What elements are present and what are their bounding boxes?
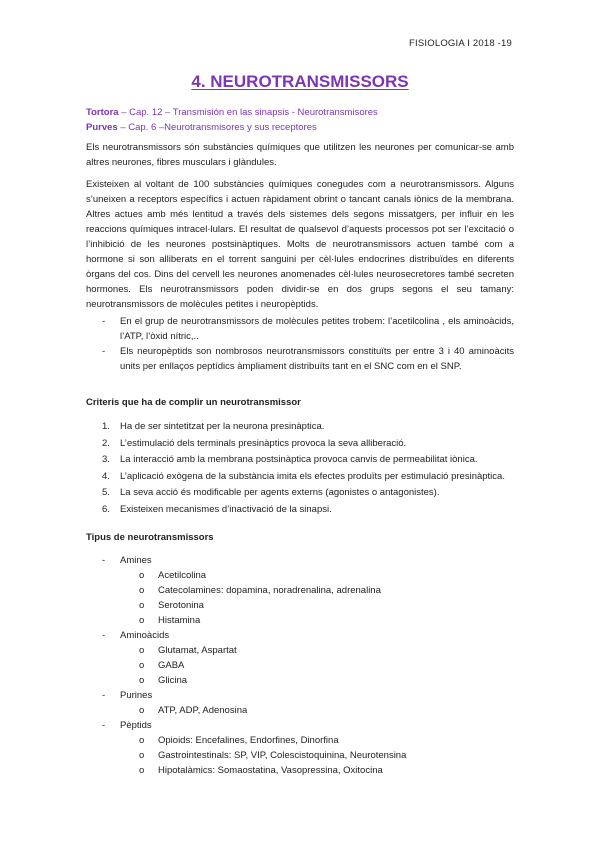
item-number: 1. [102, 421, 110, 432]
sub-item [86, 583, 514, 598]
sub-item [86, 703, 514, 718]
reference-text: – Cap. 12 – Transmisión en las sinapsis - Neurotransmisores [118, 107, 378, 118]
list-item [86, 452, 514, 467]
sub-item-text: ATP, ADP, Adenosina [158, 705, 248, 716]
sub-item-text: Glutamat, Aspartat [158, 645, 237, 656]
dash-marker: - [102, 555, 106, 566]
sub-item-text: GABA [158, 660, 185, 671]
list-item-text: L’aplicació exògena de la substància imita els efectes produïts per estimulació presinàptica. [120, 470, 505, 482]
dash-marker: - [102, 630, 106, 641]
circle-bullet-icon: o [139, 705, 145, 716]
list-item-text: En el grup de neurotransmissors de molècules petites trobem: l’acetilcolina , els aminoàcids, l’ATP, l’òxid nítric,.. [120, 316, 514, 342]
sub-item-text: Gastrointestinals: SP, VIP, Colescistoquinina, Neurotensina [158, 750, 407, 761]
types-heading: Tipus de neurotransmissors [86, 532, 214, 543]
type-label [86, 628, 514, 643]
dash-marker: - [102, 346, 106, 357]
reference-purves [86, 120, 378, 135]
type-label [86, 553, 514, 568]
list-item [86, 419, 514, 434]
types-list [86, 553, 514, 778]
circle-bullet-icon: o [139, 765, 145, 776]
type-label [86, 688, 514, 703]
list-item-text: La interacció amb la membrana postsinàptica provoca canvis de permeabilitat iònica. [120, 454, 478, 465]
sub-item [86, 748, 514, 763]
sub-item [86, 673, 514, 688]
circle-bullet-icon: o [139, 675, 145, 686]
list-item [86, 502, 514, 517]
sub-item [86, 763, 514, 778]
sub-item [86, 598, 514, 613]
type-label-text: Aminoàcids [120, 630, 170, 641]
sub-item-text: Hipotalàmics: Somaostatina, Vasopressina, Oxitocina [158, 765, 383, 776]
page-title: 4. NEUROTRANSMISSORS [191, 72, 409, 91]
circle-bullet-icon: o [139, 645, 145, 656]
list-item-text: La seva acció és modificable per agents externs (agonistes o antagonistes). [120, 487, 440, 498]
type-group-aminoacids [86, 628, 514, 688]
circle-bullet-icon: o [139, 615, 145, 626]
reference-tortora [86, 105, 378, 120]
list-item-text: Ha de ser sintetitzat per la neurona presinàptica. [120, 421, 325, 432]
circle-bullet-icon: o [139, 735, 145, 746]
sub-item-text: Glicina [158, 675, 188, 686]
type-group-peptides [86, 718, 514, 778]
circle-bullet-icon: o [139, 750, 145, 761]
dash-marker: - [102, 720, 106, 731]
item-number: 5. [102, 487, 110, 498]
sub-item-text: Serotonina [158, 600, 204, 611]
item-number: 4. [102, 470, 110, 482]
list-item-text: L’estimulació dels terminals presinàptics provoca la seva alliberació. [120, 437, 407, 449]
sub-item [86, 643, 514, 658]
course-header: FISIOLOGIA I 2018 -19 [409, 38, 512, 49]
sub-item-text: Histamina [158, 615, 201, 626]
type-group-amines [86, 553, 514, 628]
type-label-text: Pèptids [120, 720, 152, 731]
sub-item-text: Catecolamines: dopamina, noradrenalina, adrenalina [158, 585, 381, 596]
sub-item-text: Acetilcolina [158, 570, 207, 581]
list-item [86, 485, 514, 500]
list-item [86, 436, 514, 451]
description-paragraph: Existeixen al voltant de 100 substàncies químiques conegudes com a neurotransmissors. Alguns s’uneixen a receptors específics i actuen ràpidament obrint o tancant canals iònics de la membrana. Altres actues amb més lentitud a través dels sistemes dels segons missatgers, per influir en les reaccions químiques intracel·lulars. El resultat de qualsevol d’aquests processos pot ser l’excitació o l’inhibició de les neurones postsinàptiques. Molts de neurotransmissors actuen també com a hormone si son alliberats en el torrent sanguini per cèl·lules endocrines distribuïdes en diferents òrgans del cos. Dins del cervell les neurones anomenades cèl·lules neurosecretores també secreten hormones. Els neurotransmissors poden dividir-se en dos grups segons el seu tamany: neurotransmissors de molècules petites i neuropèptids. [86, 179, 514, 310]
circle-bullet-icon: o [139, 570, 145, 581]
type-label-text: Purines [120, 690, 153, 701]
sub-item [86, 613, 514, 628]
criteria-list [86, 419, 514, 518]
sub-item [86, 733, 514, 748]
list-item [86, 469, 514, 484]
size-groups-list [86, 314, 514, 374]
sub-item [86, 658, 514, 673]
item-number: 2. [102, 437, 110, 449]
type-group-purines [86, 688, 514, 718]
dash-marker: - [102, 690, 106, 701]
sub-item [86, 568, 514, 583]
list-item [86, 344, 514, 374]
item-number: 6. [102, 503, 110, 515]
circle-bullet-icon: o [139, 600, 145, 611]
circle-bullet-icon: o [139, 660, 145, 671]
dash-marker: - [102, 316, 106, 327]
list-item [86, 314, 514, 344]
criteria-heading: Criteris que ha de complir un neurotransmissor [86, 397, 301, 408]
intro-paragraph: Els neurotransmissors són substàncies químiques que utilitzen les neurones per comunicar-se amb altres neurones, fibres musculars i glàndules. [86, 142, 514, 168]
reference-text: – Cap. 6 –Neurotransmisores y sus receptores [117, 122, 317, 133]
references [86, 105, 378, 135]
list-item-text: Els neuropèptids son nombrosos neurotransmissors constituïts per entre 3 i 40 aminoàcits units per enllaços peptídics àmpliament distribuïts tant en el SNC com en el SNP. [120, 346, 514, 372]
type-label [86, 718, 514, 733]
list-item-text: Existeixen mecanismes d’inactivació de la sinapsi. [120, 503, 332, 515]
reference-author: Tortora [86, 107, 119, 118]
type-label-text: Amines [120, 555, 152, 566]
item-number: 3. [102, 454, 110, 465]
reference-author: Purves [86, 122, 118, 133]
circle-bullet-icon: o [139, 585, 145, 596]
sub-item-text: Opioids: Encefalines, Endorfines, Dinorfina [158, 735, 339, 746]
